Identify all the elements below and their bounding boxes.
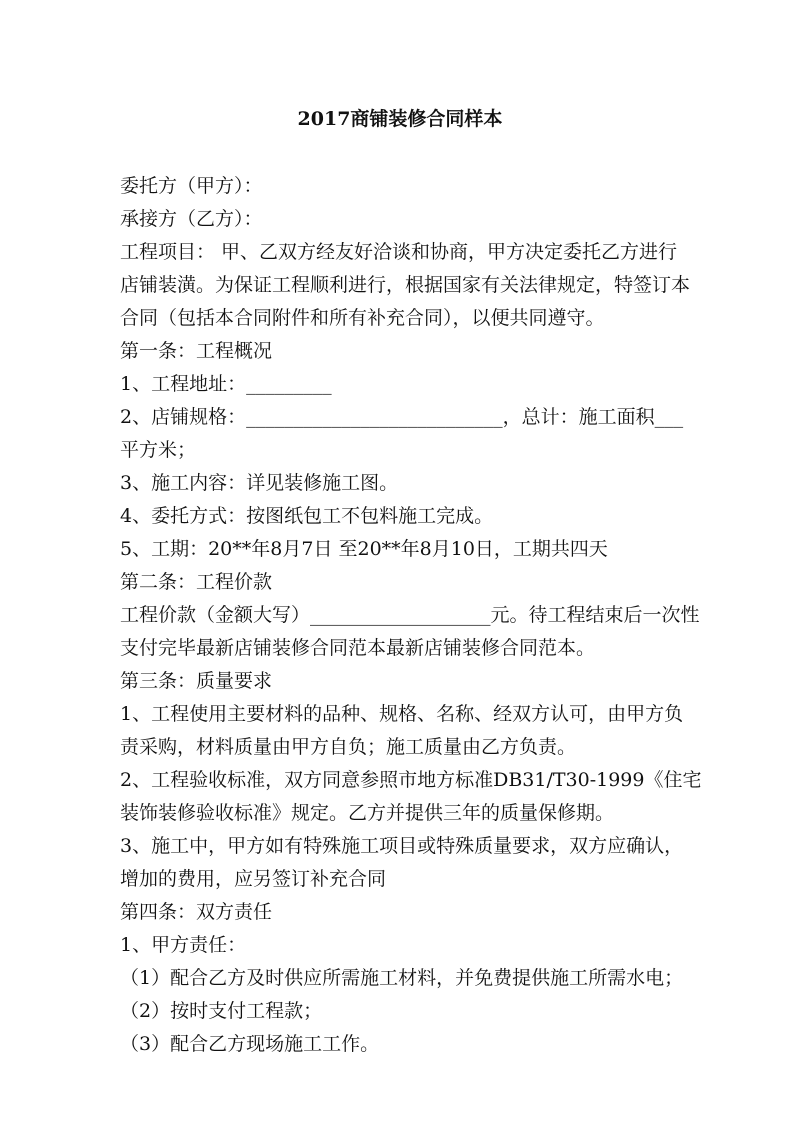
clause-line: 增加的费用，应另签订补充合同: [120, 868, 387, 890]
clause-line: 1、工程地址：_________: [120, 373, 332, 395]
clause-line: （3）配合乙方现场施工工作。: [120, 1033, 380, 1055]
document-title: 2017商铺装修合同样本: [297, 108, 503, 130]
clause-line: 3、施工中，甲方如有特殊施工项目或特殊质量要求，双方应确认，: [120, 835, 684, 857]
clause-line: 平方米；: [120, 439, 197, 461]
section-heading: 第三条：质量要求: [120, 670, 273, 692]
clause-line: 支付完毕最新店铺装修合同范本最新店铺装修合同范本。: [120, 637, 596, 659]
clause-line: 4、委托方式：按图纸包工不包料施工完成。: [120, 505, 494, 527]
document-body: [120, 170, 702, 1061]
section-heading: 第一条：工程概况: [120, 340, 273, 362]
section-heading: 第二条：工程价款: [120, 571, 273, 593]
clause-line: （1）配合乙方及时供应所需施工材料，并免费提供施工所需水电；: [120, 967, 684, 989]
paragraph-line: 工程项目： 甲、乙双方经友好洽谈和协商，甲方决定委托乙方进行: [120, 241, 678, 263]
clause-line: 3、施工内容：详见装修施工图。: [120, 472, 399, 494]
clause-line: 2、工程验收标准，双方同意参照市地方标准DB31/T30-1999《住宅: [120, 769, 702, 791]
clause-line: （2）按时支付工程款；: [120, 1000, 323, 1022]
party-b-line: 承接方（乙方）：: [120, 208, 263, 230]
clause-line: 1、甲方责任：: [120, 934, 247, 956]
party-a-line: 委托方（甲方）：: [120, 175, 263, 197]
clause-line: 1、工程使用主要材料的品种、规格、名称、经双方认可，由甲方负: [120, 703, 684, 725]
clause-line: 2、店铺规格：___________________________，总计：施工面积___: [120, 406, 684, 428]
clause-line: 工程价款（金额大写）___________________元。待工程结束后一次性: [120, 604, 700, 626]
paragraph-line: 合同（包括本合同附件和所有补充合同），以便共同遵守。: [120, 307, 605, 329]
clause-line: 5、工期：20**年8月7日 至20**年8月10日，工期共四天: [120, 538, 608, 560]
clause-line: 装饰装修验收标准》规定。乙方并提供三年的质量保修期。: [120, 802, 615, 824]
clause-line: 责采购，材料质量由甲方自负；施工质量由乙方负责。: [120, 736, 577, 758]
section-heading: 第四条：双方责任: [120, 901, 273, 923]
paragraph-line: 店铺装潢。为保证工程顺利进行，根据国家有关法律规定，特签订本: [120, 274, 691, 296]
